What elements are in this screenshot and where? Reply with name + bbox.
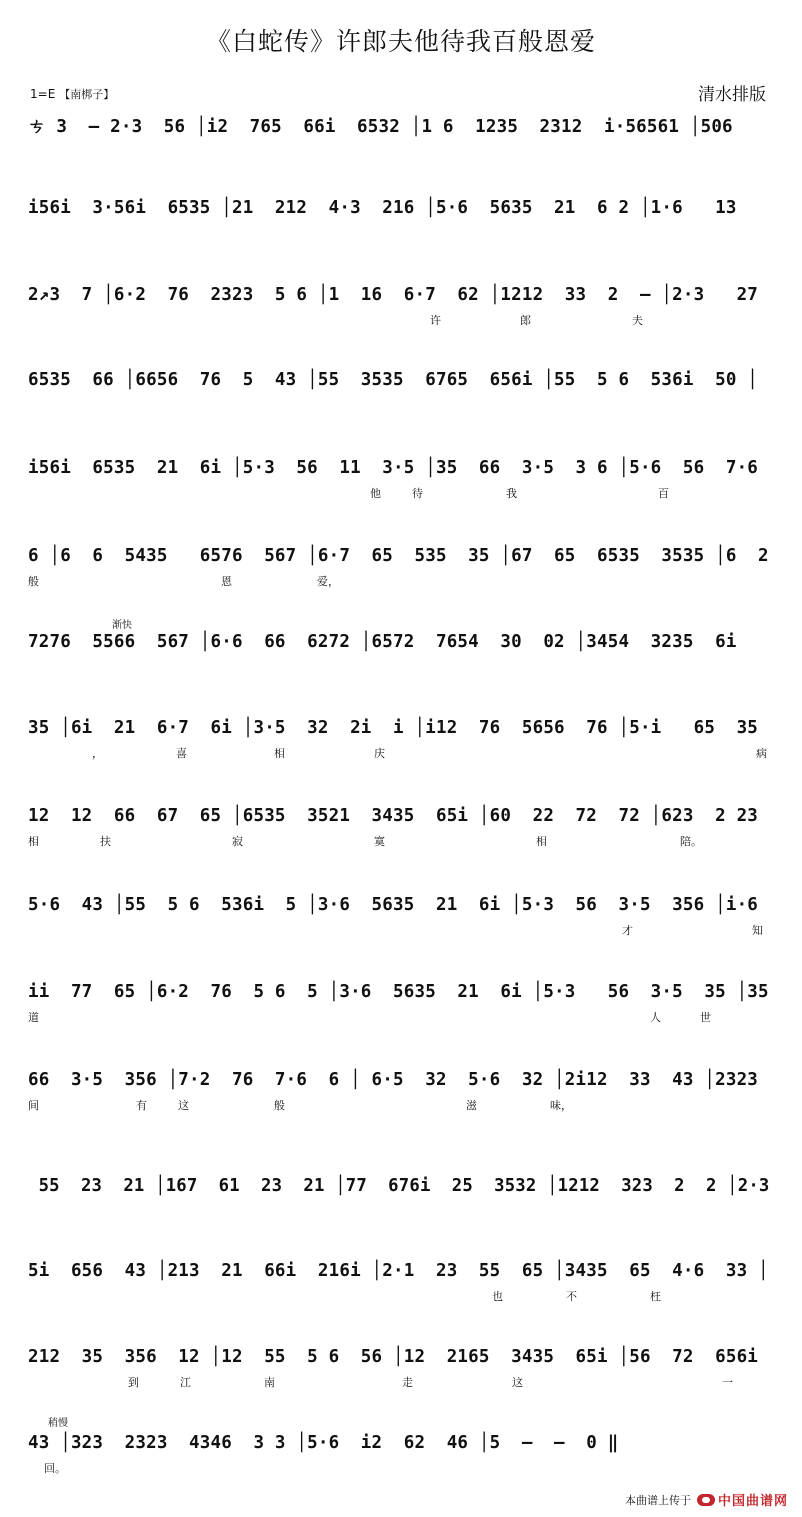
- notation-line: ㄘ 3 – 2·3 56 │i2 765 66i 6532 │1 6 1235 2312 i·56561 │506: [28, 117, 733, 137]
- lyric-syllable: 道: [28, 1011, 39, 1024]
- score-system: [28, 632, 770, 680]
- lyric-syllable: 知: [752, 924, 763, 937]
- lyric-syllable: 回。: [44, 1462, 66, 1475]
- lyric-syllable: 一: [722, 1376, 733, 1389]
- lyric-syllable: 寞: [374, 835, 385, 848]
- upload-text: 本曲谱上传于: [624, 1493, 691, 1507]
- site-name: 中国曲谱网: [717, 1494, 788, 1509]
- score-system: [28, 113, 770, 161]
- lyric-syllable: 我: [506, 487, 517, 500]
- lyric-syllable: 江: [180, 1376, 191, 1389]
- lyric-syllable: 爱，: [317, 575, 339, 588]
- lyric-syllable: 这: [178, 1099, 189, 1112]
- lyric-syllable: 也: [492, 1290, 503, 1303]
- lyric-syllable: 庆: [374, 747, 385, 760]
- lyrics-line: [28, 659, 770, 675]
- score-system: [28, 458, 770, 506]
- notation-line: 66 3·5 356 │7·2 76 7·6 6 │ 6·5 32 5·6 32 │2i12 33 43 │2323: [28, 1070, 759, 1090]
- lyrics-line: [28, 1097, 770, 1113]
- lyric-syllable: 待: [412, 487, 423, 500]
- page-title: 《白蛇传》许郎夫他待我百般恩爱: [205, 27, 596, 56]
- lyric-syllable: 夫: [632, 314, 643, 327]
- score-system: [28, 895, 770, 943]
- key-signature: [30, 86, 114, 102]
- notation-line: 43 │323 2323 4346 3 3 │5·6 i2 62 46 │5 – – 0 ‖: [28, 1433, 619, 1453]
- logo-icon: [697, 1494, 715, 1506]
- lyric-syllable: 不: [566, 1290, 577, 1303]
- lyric-syllable: 世: [700, 1011, 711, 1024]
- lyric-syllable: 寂: [232, 835, 243, 848]
- lyric-syllable: 才: [622, 924, 633, 937]
- lyrics-line: [28, 922, 770, 938]
- notation-line: i56i 3·56i 6535 │21 212 4·3 216 │5·6 5635 21 6 2 │1·6 13: [28, 198, 737, 218]
- lyrics-line: [28, 1374, 770, 1390]
- slow-mark: 稍慢: [48, 1418, 68, 1429]
- lyric-syllable: 恩: [221, 575, 232, 588]
- lyrics-line: [28, 225, 770, 241]
- lyric-syllable: 喜: [176, 747, 187, 760]
- score-system: [28, 1433, 770, 1481]
- lyric-syllable: 般: [28, 575, 39, 588]
- lyric-syllable: 有: [136, 1099, 147, 1112]
- footer: [625, 1490, 788, 1509]
- lyric-syllable: 百: [658, 487, 669, 500]
- notation-line: 6 │6 6 5435 6576 567 │6·7 65 535 35 │67 65 6535 3535 │6 2: [28, 546, 769, 566]
- score-system: [28, 1176, 770, 1224]
- lyric-syllable: 到: [128, 1376, 139, 1389]
- score-system: [28, 1261, 770, 1309]
- notation-line: 6535 66 │6656 76 5 43 │55 3535 6765 656i │55 5 6 536i 50 │: [28, 370, 759, 390]
- lyric-syllable: 滋: [466, 1099, 477, 1112]
- notation-line: 35 │6i 21 6·7 6i │3·5 32 2i i │i12 76 5656 76 │5·i 65 35: [28, 718, 759, 738]
- score-system: [28, 718, 770, 766]
- lyrics-line: [28, 485, 770, 501]
- lyrics-line: [28, 397, 770, 413]
- tune-name: 【南梆子】: [59, 88, 115, 101]
- lyric-syllable: 枉: [650, 1290, 661, 1303]
- lyrics-line: [28, 1288, 770, 1304]
- lyric-syllable: 味，: [550, 1099, 572, 1112]
- lyric-syllable: 人: [650, 1011, 661, 1024]
- score-system: [28, 546, 770, 594]
- lyric-syllable: 许: [430, 314, 441, 327]
- lyrics-line: [28, 140, 770, 156]
- key-label: 1=E: [30, 87, 56, 101]
- lyrics-line: [28, 833, 770, 849]
- lyric-syllable: 陪。: [680, 835, 702, 848]
- score-system: [28, 370, 770, 418]
- lyric-syllable: 郎: [520, 314, 531, 327]
- score-system: [28, 1070, 770, 1118]
- lyrics-line: [28, 1203, 770, 1219]
- notation-line: 2↗3 7 │6·2 76 2323 5 6 │1 16 6·7 62 │1212 33 2 – │2·3 27: [28, 285, 759, 305]
- notation-line: 212 35 356 12 │12 55 5 6 56 │12 2165 3435 65i │56 72 656i: [28, 1347, 759, 1367]
- lyric-syllable: 病: [756, 747, 767, 760]
- notation-line: 55 23 21 │167 61 23 21 │77 676i 25 3532 │1212 323 2 2 │2·3: [28, 1176, 770, 1196]
- score-system: [28, 982, 770, 1030]
- lyric-syllable: 相: [274, 747, 285, 760]
- score-system: [28, 198, 770, 246]
- notation-line: 5·6 43 │55 5 6 536i 5 │3·6 5635 21 6i │5·3 56 3·5 356 │i·6: [28, 895, 759, 915]
- lyrics-line: [28, 1009, 770, 1025]
- notation-line: ii 77 65 │6·2 76 5 6 5 │3·6 5635 21 6i │5·3 56 3·5 35 │35: [28, 982, 769, 1002]
- notation-line: i56i 6535 21 6i │5·3 56 11 3·5 │35 66 3·5 3 6 │5·6 56 7·6: [28, 458, 759, 478]
- notation-line: 12 12 66 67 65 │6535 3521 3435 65i │60 22 72 72 │623 2 23: [28, 806, 759, 826]
- lyric-syllable: 他: [370, 487, 381, 500]
- lyrics-line: [28, 312, 770, 328]
- lyric-syllable: 般: [274, 1099, 285, 1112]
- lyric-syllable: 相: [28, 835, 39, 848]
- lyric-syllable: 南: [264, 1376, 275, 1389]
- score-system: [28, 285, 770, 333]
- score-system: [28, 1347, 770, 1395]
- lyric-syllable: 这: [512, 1376, 523, 1389]
- lyric-syllable: ，: [92, 747, 103, 760]
- tempo-change-mark: 渐快: [112, 620, 132, 631]
- lyric-syllable: 扶: [100, 835, 111, 848]
- notation-line: 7276 5566 567 │6·6 66 6272 │6572 7654 30 02 │3454 3235 6i: [28, 632, 737, 652]
- notation-line: 5i 656 43 │213 21 66i 216i │2·1 23 55 65 │3435 65 4·6 33 │: [28, 1261, 769, 1281]
- arranger-credit: 清水排版: [698, 85, 766, 105]
- site-logo[interactable]: [697, 1490, 788, 1509]
- lyric-syllable: 间: [28, 1099, 39, 1112]
- lyrics-line: [28, 745, 770, 761]
- lyric-syllable: 相: [536, 835, 547, 848]
- lyrics-line: [28, 1460, 770, 1476]
- lyric-syllable: 走: [402, 1376, 413, 1389]
- lyrics-line: [28, 573, 770, 589]
- score-system: [28, 806, 770, 854]
